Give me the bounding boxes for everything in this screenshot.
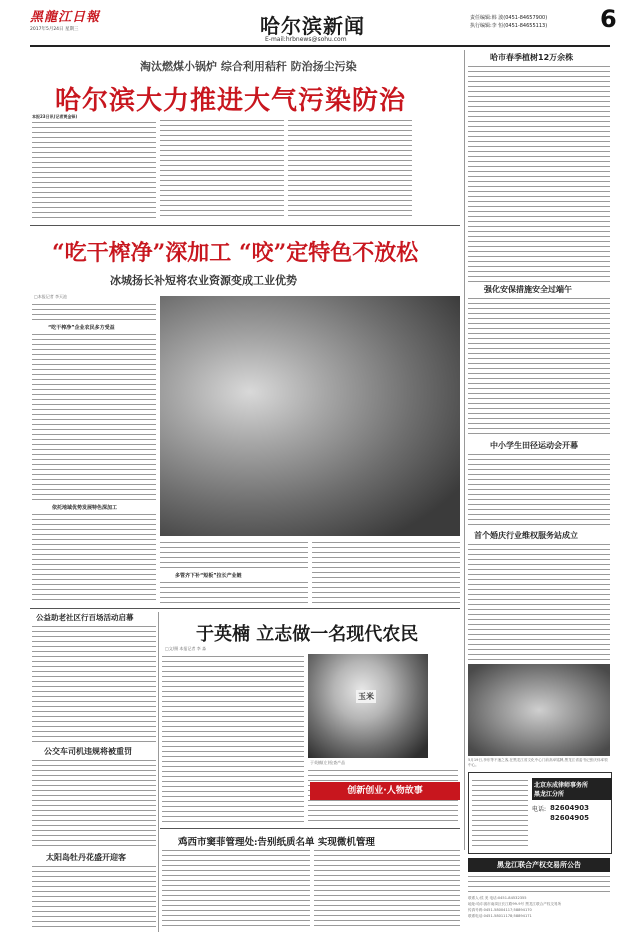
left-brief-text-1: [32, 624, 156, 742]
ad-caption: 5月19日,李东等不速之客,在黑龙江省文化中心门前高举铭牌,黑龙江省委书记张庆伟率领中心。: [468, 758, 608, 767]
profile-byline: □文/摄 本报记者 李 淼: [165, 646, 206, 651]
masthead-rule: [30, 45, 610, 47]
right-column-rule: [464, 50, 465, 850]
bottom-headline: 鸡西市窦菲管理处:告别纸质名单 实现微机管理: [178, 837, 375, 848]
feature-headline: “吃干榨净”深加工 “咬”定特色不放松: [52, 240, 419, 266]
lead-text-col-2: [160, 118, 284, 220]
brief-text-4: [468, 542, 610, 660]
profile-text-col-1: [162, 654, 304, 824]
newspaper-logo: 黑龍江日報: [30, 10, 101, 25]
feature-byline: □本报记者 李天池: [34, 294, 68, 299]
brief-text-3: [468, 452, 610, 526]
feature-text-col-1b: [32, 512, 156, 604]
left-brief-headline-1: 公益助老社区行百场活动启幕: [36, 613, 134, 622]
left-brief-headline-3: 太阳岛牡丹花盛开迎客: [46, 853, 126, 862]
brief-headline-4: 首个婚庆行业维权服务站成立: [474, 531, 578, 540]
page-number: 6: [600, 5, 617, 33]
lead-text-col-3: [288, 118, 412, 220]
ad-phone-1: 82604903: [550, 804, 589, 812]
bottom-text-col-1: [162, 848, 310, 930]
feature-subhead-3: 多管齐下补“短板”拉长产业链: [175, 573, 242, 579]
brief-headline-1: 哈市春季植树12万余株: [490, 53, 574, 62]
section-email: E-mail:hrbnews@sohu.com: [265, 36, 347, 43]
footer-line-1: 联系人:侯 美 电话:0451-84532355: [468, 896, 527, 900]
profile-photo: [308, 654, 428, 758]
feature-bottom-rule: [30, 608, 460, 609]
left-column-rule: [158, 612, 159, 932]
brief-headline-3: 中小学生田径运动会开幕: [490, 441, 578, 450]
feature-text-col-2: [160, 540, 308, 570]
brief-headline-2: 强化安保措施安全过端午: [484, 285, 572, 294]
ad-title: 北京东成律师事务所 黑龙江分所: [532, 778, 612, 800]
left-brief-text-3: [32, 864, 156, 930]
feature-text-col-1a: [32, 332, 156, 502]
feature-text-col-2b: [160, 580, 308, 606]
profile-bottom-rule: [160, 828, 460, 829]
lead-kicker: 淘汰燃煤小锅炉 综合利用秸秆 防治扬尘污染: [140, 60, 357, 73]
editor-line-1: 责任编辑:韩 波(0451-84657900): [470, 15, 548, 21]
footer-line-4: 联系电话:0451-58011178;58894171: [468, 914, 532, 918]
footer-line-3: 传真号码:0451-58004117;58894170: [468, 908, 532, 912]
lead-byline: 本报23日讯(记者贾金铎): [32, 114, 78, 119]
profile-photo-caption: 于英楠(左)检查产品: [310, 760, 346, 765]
feature-text-col-3: [312, 540, 460, 606]
factory-photo: [160, 296, 460, 536]
editor-line-2: 执行编辑:李 恒(0451-84655113): [470, 23, 548, 29]
issue-date: 2017年5月24日 星期三: [30, 27, 79, 32]
lead-bottom-rule: [30, 225, 460, 226]
feature-intro-text: [32, 302, 156, 322]
ad-text: [472, 778, 528, 848]
profile-banner: 创新创业·人物故事: [310, 782, 460, 800]
footer-body: [468, 874, 610, 894]
brief-text-1: [468, 64, 610, 282]
lead-headline: 哈尔滨大力推进大气污染防治: [55, 86, 407, 116]
feature-subhead-1: “吃干榨净”企业农民多方受益: [48, 325, 115, 331]
bottom-text-col-2: [314, 848, 460, 930]
ad-photo: [468, 664, 610, 756]
left-brief-headline-2: 公交车司机违规将被重罚: [44, 747, 132, 756]
profile-headline: 于英楠 立志做一名现代农民: [196, 624, 419, 645]
left-brief-text-2: [32, 758, 156, 848]
footer-line-2: 地址:哈尔滨市南岗区长江路99-9号 黑龙江联合产权交易所: [468, 902, 562, 906]
ad-phone-label: 电话:: [532, 806, 547, 813]
profile-photo-sign: 玉米: [358, 691, 374, 701]
lead-text-col-1: [32, 120, 156, 220]
brief-text-2: [468, 296, 610, 436]
section-title: 哈尔滨新闻: [260, 14, 365, 38]
feature-subhead: 冰城扬长补短将农业资源变成工业优势: [110, 274, 297, 287]
ad-phone-2: 82604905: [550, 814, 589, 822]
feature-subhead-2: 依托地域优势发展特色深加工: [52, 505, 118, 511]
footer-banner: 黑龙江联合产权交易所公告: [468, 858, 610, 872]
